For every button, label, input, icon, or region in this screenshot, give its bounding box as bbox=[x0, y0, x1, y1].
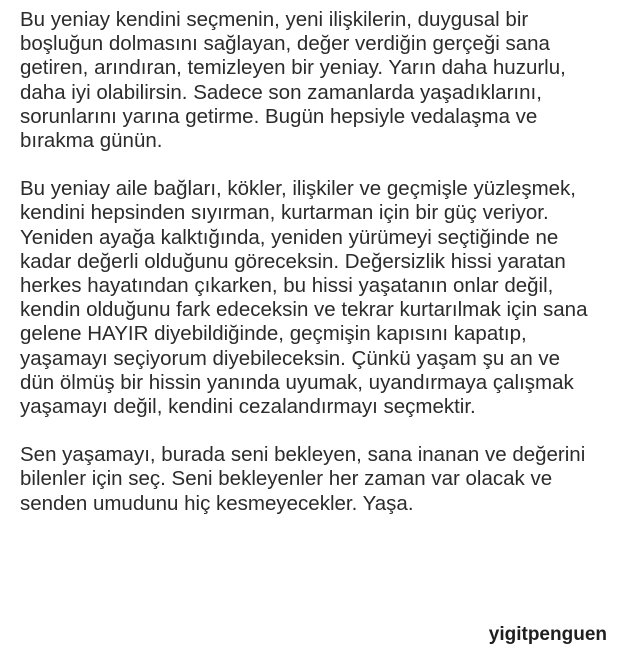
text-line: Bu yeniay aile bağları, kökler, ilişkiler ve geçmişle yüzleşmek, bbox=[20, 177, 577, 201]
paragraph-1 bbox=[20, 8, 610, 153]
text-body bbox=[20, 8, 610, 540]
text-line: bırakma günün. bbox=[20, 129, 163, 153]
text-line: kendini hepsinden sıyırman, kurtarman için bir güç veriyor. bbox=[20, 201, 549, 225]
text-line: Yeniden ayağa kalktığında, yeniden yürümeyi seçtiğinde ne bbox=[20, 225, 559, 249]
text-line: senden umudunu hiç kesmeyecekler. Yaşa. bbox=[20, 491, 414, 515]
text-line: boşluğun dolmasını sağlayan, değer verdiğin gerçeği sana bbox=[20, 32, 550, 56]
text-line: daha iyi olabilirsin. Sadece son zamanlarda yaşadıklarını, bbox=[20, 80, 542, 104]
text-line: kadar değerli olduğunu göreceksin. Değersizlik hissi yaratan bbox=[20, 249, 566, 273]
text-line: yaşamayı seçiyorum diyebileceksin. Çünkü yaşam şu an ve bbox=[20, 346, 561, 370]
paragraph-3 bbox=[20, 443, 610, 516]
text-line: bilenler için seç. Seni bekleyenler her zaman var olacak ve bbox=[20, 467, 553, 491]
text-line: Bu yeniay kendini seçmenin, yeni ilişkilerin, duygusal bir bbox=[20, 8, 529, 31]
text-line: yaşamayı değil, kendini cezalandırmayı seçmektir. bbox=[20, 395, 476, 419]
text-line: Sen yaşamayı, burada seni bekleyen, sana inanan ve değerini bbox=[20, 443, 586, 467]
text-line: getiren, arındıran, temizleyen bir yeniay. Yarın daha huzurlu, bbox=[20, 56, 566, 80]
text-line: kendin olduğunu fark edeceksin ve tekrar kurtarılmak için sana bbox=[20, 298, 588, 322]
text-line: dün ölmüş bir hissin yanında uyumak, uyandırmaya çalışmak bbox=[20, 370, 574, 394]
author-signature: yigitpenguen bbox=[488, 624, 607, 645]
paragraph-2 bbox=[20, 177, 610, 419]
text-line: herkes hayatından çıkarken, bu hissi yaşatanın onlar değil, bbox=[20, 274, 554, 298]
text-line: gelene HAYIR diyebildiğinde, geçmişin kapısını kapatıp, bbox=[20, 322, 527, 346]
text-line: sorunlarını yarına getirme. Bugün hepsiyle vedalaşma ve bbox=[20, 104, 538, 128]
